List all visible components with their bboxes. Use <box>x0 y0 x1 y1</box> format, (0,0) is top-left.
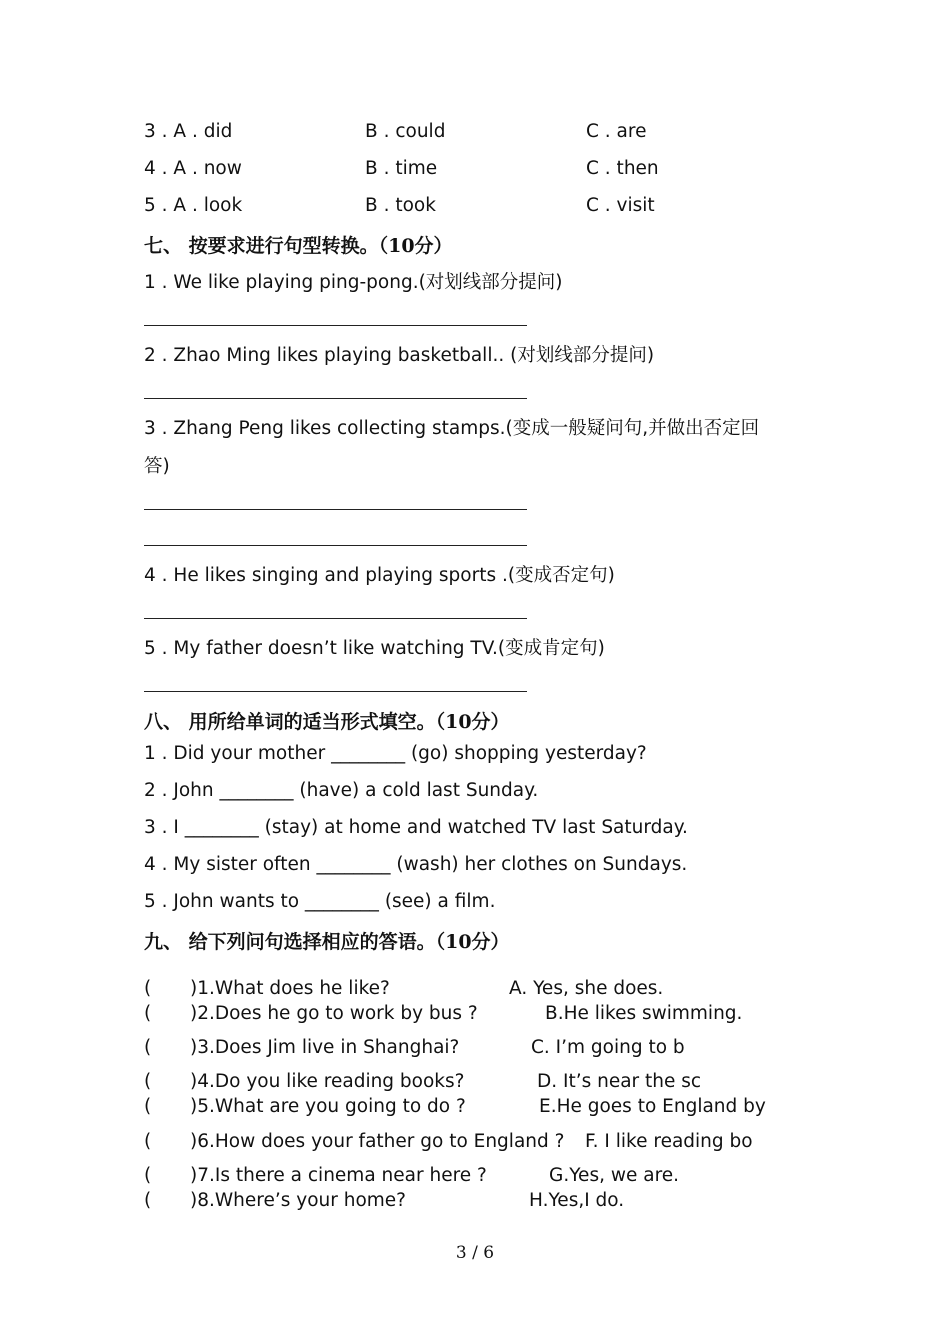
section-7-item-3: 3 . Zhang Peng likes collecting stamps.(变成一般疑问句,并做出否定回 <box>144 418 760 439</box>
match-question: )6.How does your father go to England ? <box>190 1131 565 1152</box>
choice-option-c: C . then <box>586 158 659 179</box>
section-7-heading: 七、 按要求进行句型转换。（10分） <box>144 235 453 257</box>
open-paren: ( <box>144 978 152 999</box>
answer-line[interactable] <box>144 618 527 619</box>
match-question: )1.What does he like? <box>190 978 390 999</box>
choice-option-c: C . are <box>586 121 647 142</box>
section-7-item-4: 4 . He likes singing and playing sports .(变成否定句) <box>144 565 615 586</box>
match-answer: A. Yes, she does. <box>509 978 664 999</box>
open-paren: ( <box>144 1165 152 1186</box>
match-question: )8.Where’s your home? <box>190 1190 406 1211</box>
section-8-item-5: 5 . John wants to ________ (see) a film. <box>144 891 496 912</box>
section-8-item-4: 4 . My sister often ________ (wash) her clothes on Sundays. <box>144 854 688 875</box>
open-paren: ( <box>144 1190 152 1211</box>
match-answer: E.He goes to England by <box>539 1096 766 1117</box>
section-7-item-1: 1 . We like playing ping-pong.(对划线部分提问) <box>144 272 563 293</box>
match-question: )3.Does Jim live in Shanghai? <box>190 1037 460 1058</box>
section-7-item-5: 5 . My father doesn’t like watching TV.(变成肯定句) <box>144 638 605 659</box>
open-paren: ( <box>144 1096 152 1117</box>
match-question: )5.What are you going to do ? <box>190 1096 466 1117</box>
section-8-item-1: 1 . Did your mother ________ (go) shopping yesterday? <box>144 743 647 764</box>
choice-option-b: B . time <box>365 158 438 179</box>
page-number: 3 / 6 <box>455 1243 495 1263</box>
open-paren: ( <box>144 1003 152 1024</box>
choice-option-a: 3 . A . did <box>144 121 233 142</box>
section-8-heading: 八、 用所给单词的适当形式填空。（10分） <box>144 711 510 733</box>
match-answer: G.Yes, we are. <box>549 1165 680 1186</box>
match-question: )7.Is there a cinema near here ? <box>190 1165 487 1186</box>
match-answer: B.He likes swimming. <box>545 1003 743 1024</box>
answer-line[interactable] <box>144 398 527 399</box>
section-7-item-2: 2 . Zhao Ming likes playing basketball.. (对划线部分提问) <box>144 345 655 366</box>
answer-line[interactable] <box>144 325 527 326</box>
choice-option-b: B . could <box>365 121 446 142</box>
match-question: )2.Does he go to work by bus ? <box>190 1003 478 1024</box>
answer-line[interactable] <box>144 691 527 692</box>
open-paren: ( <box>144 1131 152 1152</box>
section-7-item-3-cont: 答) <box>144 456 170 477</box>
open-paren: ( <box>144 1037 152 1058</box>
section-9-heading: 九、 给下列问句选择相应的答语。（10分） <box>144 931 510 953</box>
match-answer: C. I’m going to b <box>531 1037 685 1058</box>
answer-line[interactable] <box>144 509 527 510</box>
choice-option-b: B . took <box>365 195 436 216</box>
section-8-item-2: 2 . John ________ (have) a cold last Sunday. <box>144 780 539 801</box>
open-paren: ( <box>144 1071 152 1092</box>
match-question: )4.Do you like reading books? <box>190 1071 465 1092</box>
match-answer: F. I like reading bo <box>585 1131 753 1152</box>
choice-option-c: C . visit <box>586 195 655 216</box>
section-8-item-3: 3 . I ________ (stay) at home and watched TV last Saturday. <box>144 817 688 838</box>
choice-option-a: 5 . A . look <box>144 195 243 216</box>
match-answer: D. It’s near the sc <box>537 1071 702 1092</box>
match-answer: H.Yes,I do. <box>529 1190 625 1211</box>
answer-line[interactable] <box>144 545 527 546</box>
choice-option-a: 4 . A . now <box>144 158 242 179</box>
